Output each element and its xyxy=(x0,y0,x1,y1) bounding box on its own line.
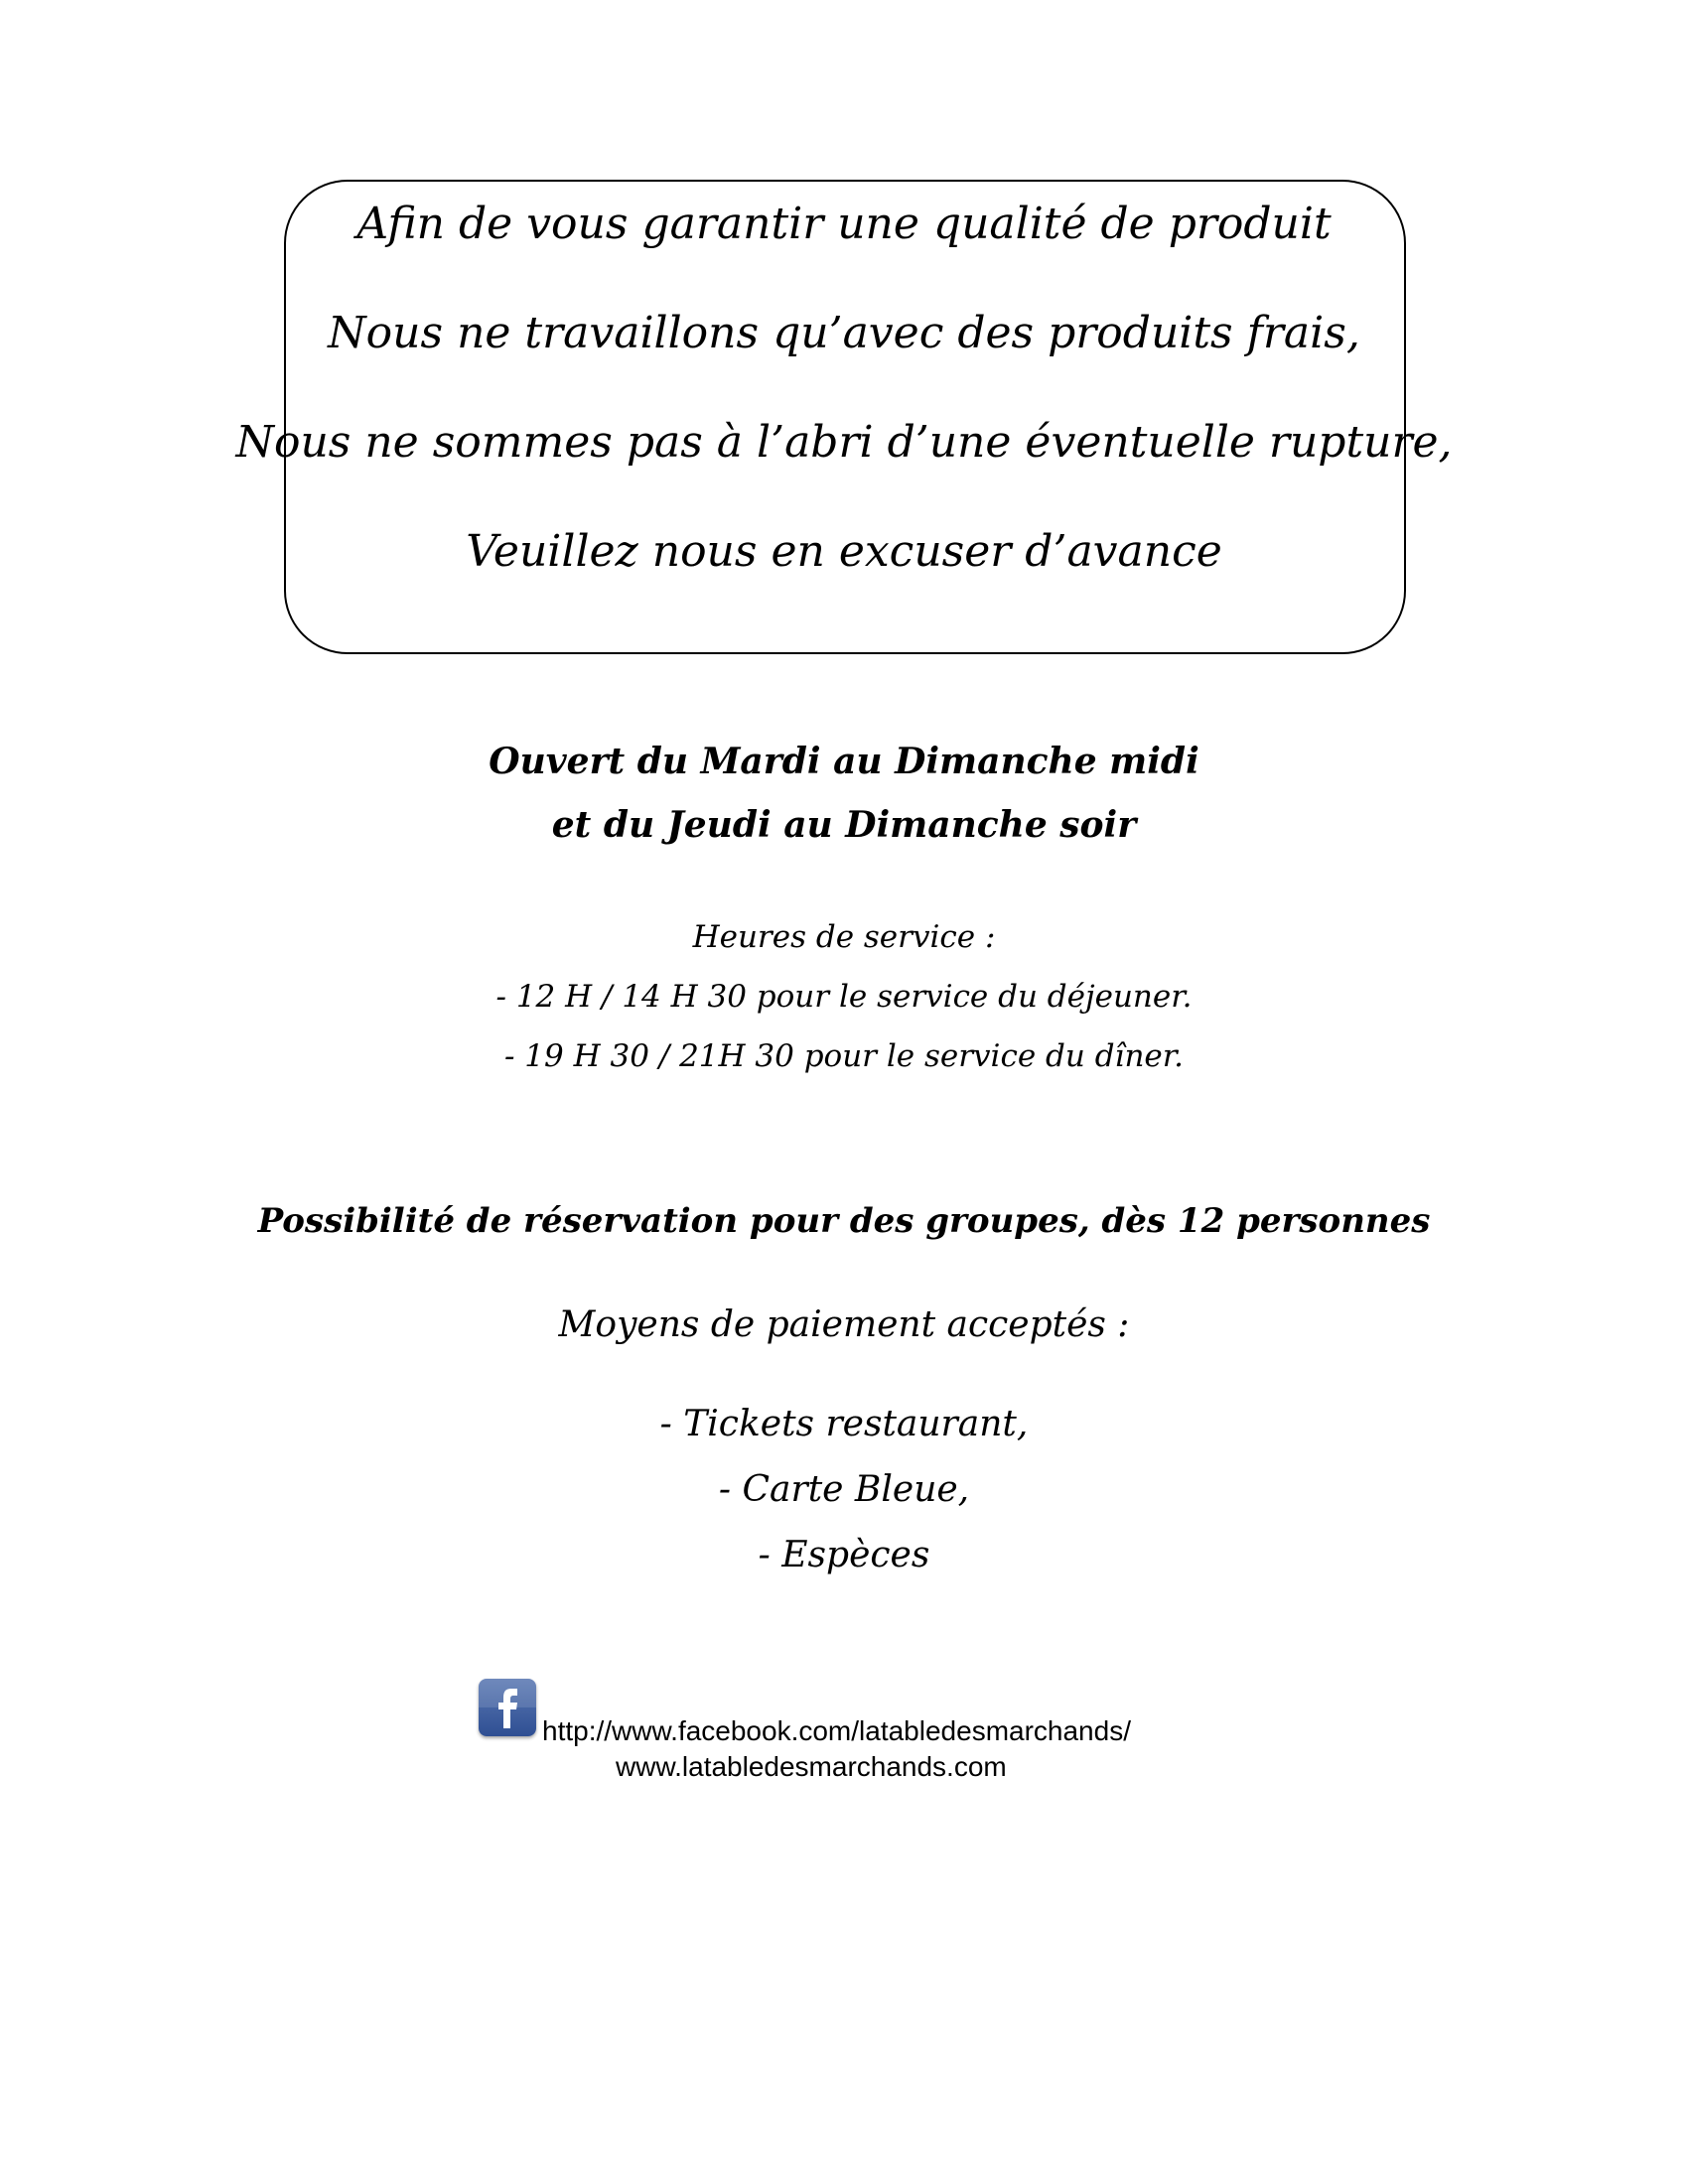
website-link[interactable]: www.latabledesmarchands.com xyxy=(616,1751,1007,1782)
notice-line-1: Afin de vous garantir une qualité de produit xyxy=(356,199,1332,249)
payment-method-card: - Carte Bleue, xyxy=(718,1469,970,1510)
facebook-link[interactable]: http://www.facebook.com/latabledesmarchands/ xyxy=(542,1715,1131,1746)
facebook-icon[interactable] xyxy=(479,1679,536,1736)
notice-line-3: Nous ne sommes pas à l’abri d’une éventuelle rupture, xyxy=(235,417,1453,468)
opening-days-line-2: et du Jeudi au Dimanche soir xyxy=(551,804,1137,846)
service-hours-title: Heures de service : xyxy=(692,919,996,955)
payment-method-tickets: - Tickets restaurant, xyxy=(659,1404,1029,1444)
opening-days-line-1: Ouvert du Mardi au Dimanche midi xyxy=(489,741,1199,782)
service-hours-lunch: - 12 H / 14 H 30 pour le service du déjeuner. xyxy=(495,979,1193,1015)
payment-methods-title: Moyens de paiement acceptés : xyxy=(558,1304,1130,1345)
service-hours-dinner: - 19 H 30 / 21H 30 pour le service du dîner. xyxy=(503,1038,1185,1074)
notice-line-2: Nous ne travaillons qu’avec des produits frais, xyxy=(328,308,1360,358)
payment-method-cash: - Espèces xyxy=(758,1535,930,1575)
notice-line-4: Veuillez nous en excuser d’avance xyxy=(466,526,1222,577)
group-reservation-note: Possibilité de réservation pour des groupes, dès 12 personnes xyxy=(257,1201,1431,1241)
